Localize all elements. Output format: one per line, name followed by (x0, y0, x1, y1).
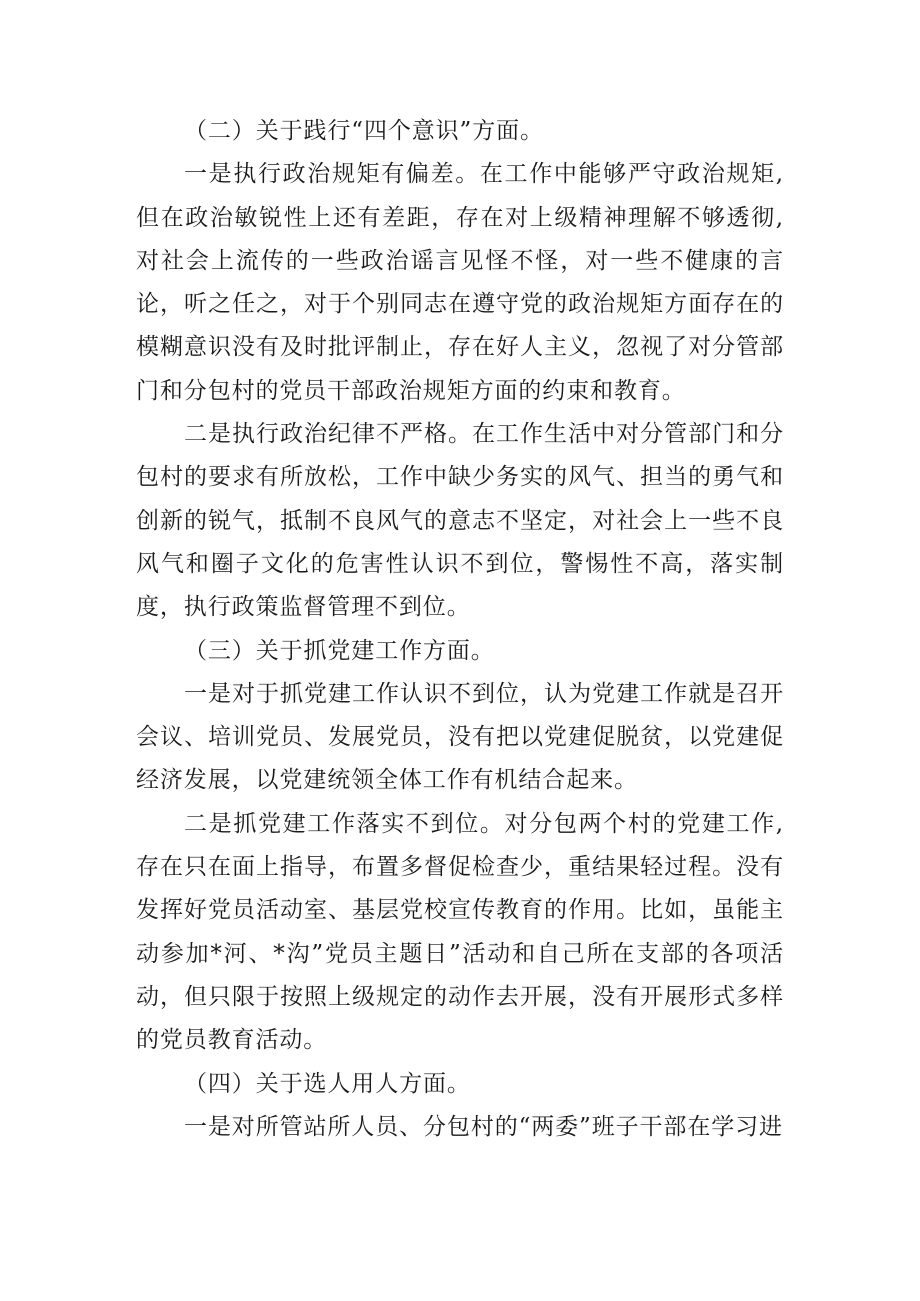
paragraph-political-discipline: 二是执行政治纪律不严格。在工作生活中对分管部门和分包村的要求有所放松，工作中缺少务实的风气、担当的勇气和创新的锐气，抵制不良风气的意志不坚定，对社会上一些不良风气和圈子文化的危害性认识不到位，警惕性不高，落实制度，执行政策监督管理不到位。 (136, 421, 784, 621)
section-heading-2: （二）关于践行“四个意识”方面。 (184, 118, 544, 144)
paragraph-personnel-selection: 一是对所管站所人员、分包村的“两委”班子干部在学习进 (184, 1113, 783, 1140)
document-body (136, 110, 784, 1149)
paragraph-party-building-awareness: 一是对于抓党建工作认识不到位，认为党建工作就是召开会议、培训党员、发展党员，没有把以党建促脱贫，以党建促经济发展，以党建统领全体工作有机结合起来。 (136, 680, 784, 794)
section-heading-3: （三）关于抓党建工作方面。 (184, 637, 495, 664)
paragraph-political-rules: 一是执行政治规矩有偏差。在工作中能够严守政治规矩,但在政治敏锐性上还有差距，存在对上级精神理解不够透彻,对社会上流传的一些政治谣言见怪不怪，对一些不健康的言论，听之任之，对于个别同志在遵守党的政治规矩方面存在的模糊意识没有及时批评制止，存在好人主义，忽视了对分管部门和分包村的党员干部政治规矩方面的约束和教育。 (136, 161, 784, 404)
section-heading-4: （四）关于选人用人方面。 (184, 1070, 471, 1097)
paragraph-party-building-implementation: 二是抓党建工作落实不到位。对分包两个村的党建工作,存在只在面上指导，布置多督促检查少，重结果轻过程。没有发挥好党员活动室、基层党校宣传教育的作用。比如，虽能主动参加*河、*沟”党员主题日”活动和自己所在支部的各项活动，但只限于按照上级规定的动作去开展，没有开展形式多样的党员教育活动。 (136, 810, 784, 1054)
